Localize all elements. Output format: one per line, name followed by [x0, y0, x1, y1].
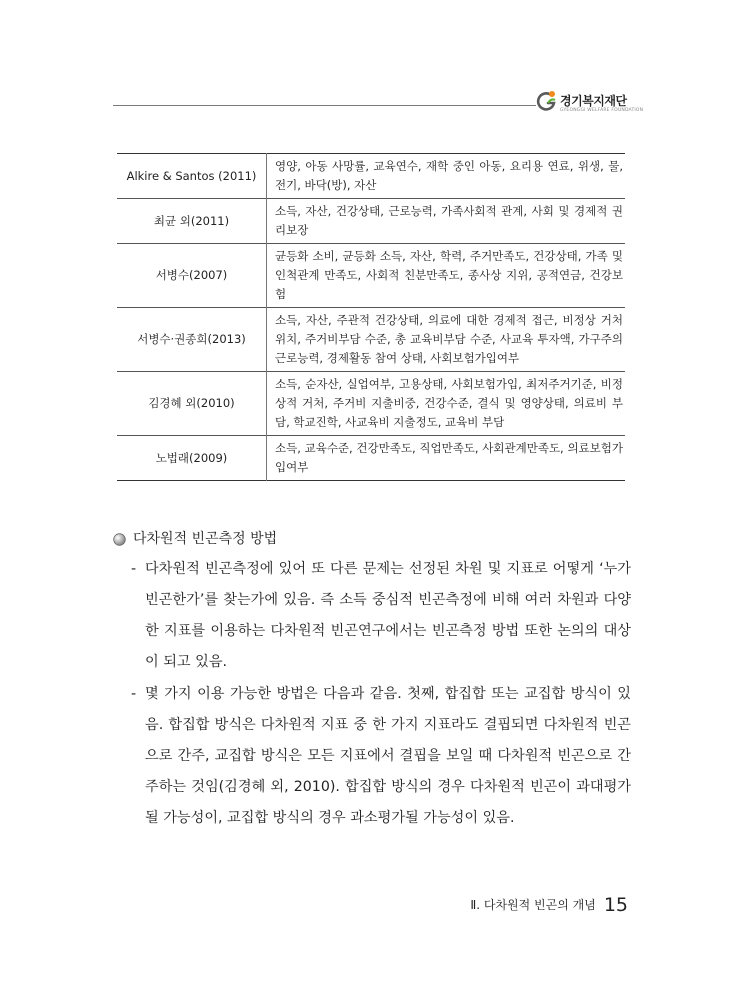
section-measurement-methods	[113, 528, 631, 834]
table-row	[117, 436, 625, 481]
table-items-cell: 소득, 자산, 건강상태, 근로능력, 가족사회적 관계, 사회 및 경제적 권리보장	[275, 204, 623, 237]
page-footer	[0, 893, 628, 917]
table-items-cell: 영양, 아동 사망률, 교육연수, 재학 중인 아동, 요리용 연료, 위생, 물, 전기, 바닥(방), 자산	[275, 159, 623, 192]
table-row	[117, 308, 625, 372]
page-number: 15	[603, 894, 628, 916]
table-row	[117, 244, 625, 308]
section-title	[113, 528, 631, 550]
paragraph-item	[113, 554, 631, 678]
circle-bullet-icon	[113, 533, 126, 546]
paragraph-text: 몇 가지 이용 가능한 방법은 다음과 같음. 첫째, 합집합 또는 교집합 방식이 있음. 합집합 방식은 다차원적 지표 중 한 가지 지표라도 결핍되면 다차원적 빈곤으로 간주, 교집합 방식은 모든 지표에서 결핍을 보일 때 다차원적 빈곤으로 간주하는 것임(김경혜 외, 2010). 합집합 방식의 경우 다차원적 빈곤이 과대평가될 가능성이, 교집합 방식의 경우 과소평가될 가능성이 있음.	[145, 686, 631, 826]
table-items-cell: 소득, 자산, 주관적 건강상태, 의료에 대한 경제적 접근, 비정상 거처 위치, 주거비부담 수준, 총 교육비부담 수준, 사교육 투자액, 가구주의 근로능력, 경제활동 참여 상태, 사회보험가입여부	[275, 313, 623, 365]
table-items-cell: 소득, 순자산, 실업여부, 고용상태, 사회보험가입, 최저주거기준, 비정상적 거처, 주거비 지출비중, 건강수준, 결식 및 영양상태, 의료비 부담, 학교진학, 사교육비 지출정도, 교육비 부담	[275, 377, 623, 429]
table-author-cell: Alkire & Santos (2011)	[117, 154, 267, 199]
table-author-cell: 서병수·권종희(2013)	[117, 308, 267, 372]
table-row	[117, 199, 625, 244]
logo-name: 경기복지재단	[560, 94, 627, 108]
foundation-logo-icon	[536, 90, 558, 114]
table-author-cell: 김경혜 외(2010)	[117, 372, 267, 436]
table-author-cell: 노법래(2009)	[117, 436, 267, 481]
dimension-table	[117, 153, 625, 481]
section-title-text: 다차원적 빈곤측정 방법	[133, 531, 278, 547]
table-author-cell: 최균 외(2011)	[117, 199, 267, 244]
logo-subtitle: GYEONGGI WELFARE FOUNDATION	[560, 108, 644, 113]
table-author-cell: 서병수(2007)	[117, 244, 267, 308]
dash-marker: -	[131, 561, 137, 577]
foundation-logo	[536, 90, 646, 118]
table-row	[117, 372, 625, 436]
paragraph-item	[113, 679, 631, 834]
table-items-cell: 소득, 교육수준, 건강만족도, 직업만족도, 사회관계만족도, 의료보험가입여부	[275, 441, 623, 474]
table-items-cell: 균등화 소비, 균등화 소득, 자산, 학력, 주거만족도, 건강상태, 가족 및 인척관계 만족도, 사회적 친분만족도, 종사상 지위, 공적연금, 건강보험	[275, 249, 623, 301]
table-row	[117, 154, 625, 199]
chapter-label: Ⅱ. 다차원적 빈곤의 개념	[470, 898, 596, 912]
header-rule	[113, 105, 536, 106]
dash-marker: -	[131, 686, 137, 702]
paragraph-text: 다차원적 빈곤측정에 있어 또 다른 문제는 선정된 차원 및 지표로 어떻게 ‘누가 빈곤한가’를 찾는가에 있음. 즉 소득 중심적 빈곤측정에 비해 여러 차원과 다양한 지표를 이용하는 다차원적 빈곤연구에서는 빈곤측정 방법 또한 논의의 대상이 되고 있음.	[145, 561, 631, 670]
